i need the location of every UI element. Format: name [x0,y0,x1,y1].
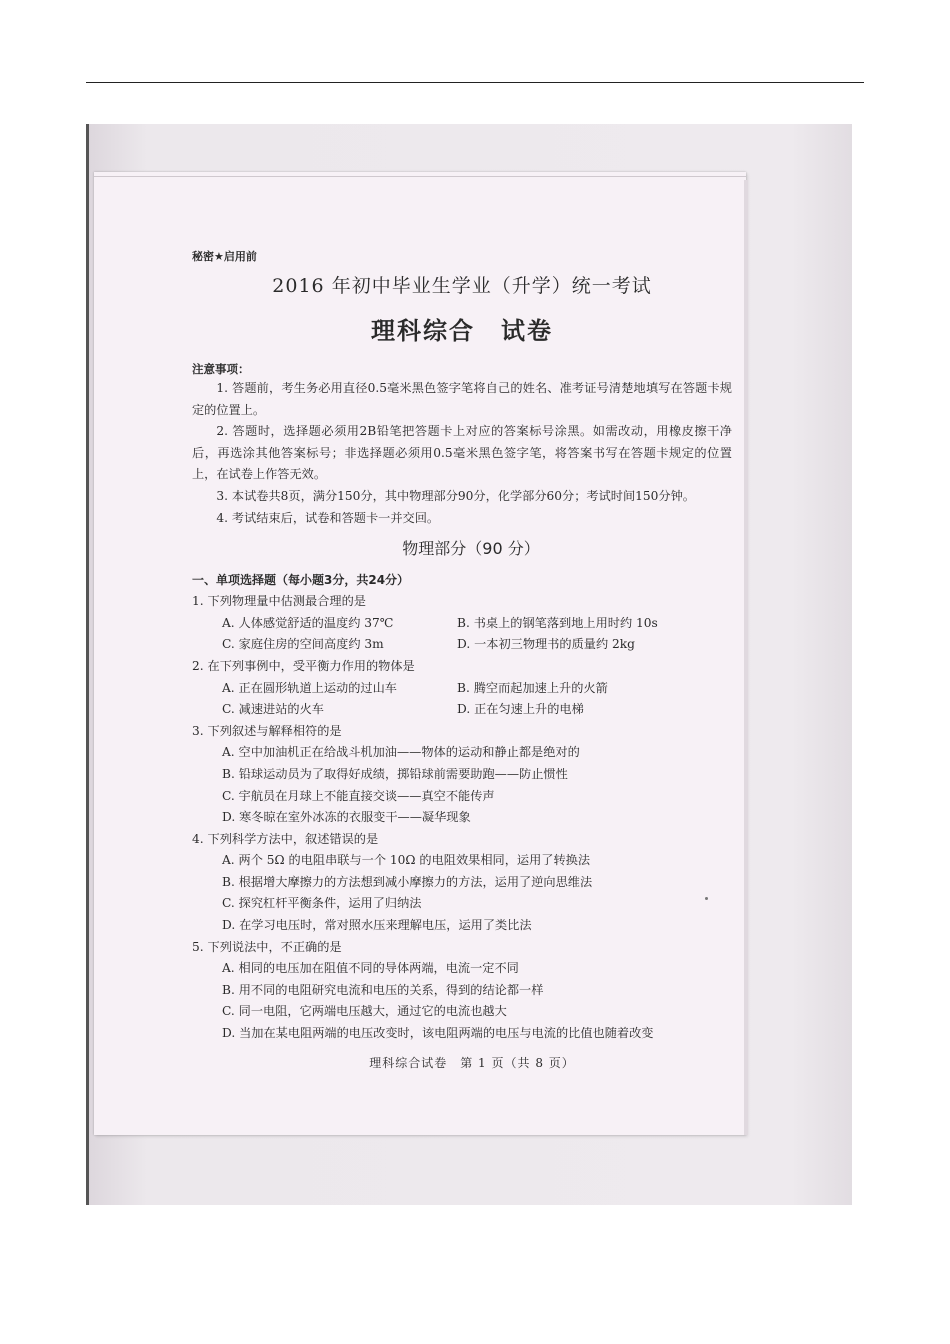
option-d: D. 寒冬晾在室外冰冻的衣服变干——凝华现象 [222,810,471,825]
option-c: C. 同一电阻，它两端电压越大，通过它的电流也越大 [222,1004,507,1019]
option-c: C. 宇航员在月球上不能直接交谈——真空不能传声 [222,788,495,803]
option-a: A. 相同的电压加在阻值不同的导体两端，电流一定不同 [222,961,519,976]
notice-item: 4. 考试结束后，试卷和答题卡一并交回。 [216,510,440,525]
document-body [192,248,732,1075]
option-d: D. 正在匀速上升的电梯 [457,702,584,717]
notice-item: 2. 答题时，选择题必须用2B铅笔把答题卡上对应的答案标号涂黑。如需改动，用橡皮擦干净后，再选涂其他答案标号；非选择题必须用0.5毫米黑色签字笔，将答案书写在答题卡规定的位置上，在试卷上作答无效。 [192,424,732,482]
exam-title: 2016 年初中毕业生学业（升学）统一考试 [272,275,652,297]
option-a: A. 人体感觉舒适的温度约 37℃ [222,615,394,630]
part-heading: 一、单项选择题（每小题3分，共24分） [192,573,410,588]
question-5 [192,937,732,1045]
page-footer: 理科综合试卷 第 1 页（共 8 页） [369,1055,575,1070]
option-a: A. 空中加油机正在给战斗机加油——物体的运动和静止都是绝对的 [222,745,580,760]
physics-section-title: 物理部分（90 分） [402,539,540,559]
option-a: A. 正在圆形轨道上运动的过山车 [222,680,397,695]
option-d: D. 在学习电压时，常对照水压来理解电压，运用了类比法 [222,918,532,933]
notice-list [192,378,732,529]
question-1 [192,591,732,656]
option-b: B. 铅球运动员为了取得好成绩，掷铅球前需要助跑——防止惯性 [222,766,568,781]
paper-fold [94,176,746,185]
notice-heading: 注意事项： [192,362,250,376]
option-b: B. 书桌上的钢笔落到地上用时约 10s [457,615,658,630]
option-c: C. 探究杠杆平衡条件，运用了归纳法 [222,896,422,911]
option-c: C. 家庭住房的空间高度约 3m [222,637,384,652]
question-stem: 1. 下列物理量中估测最合理的是 [192,594,366,609]
question-stem: 3. 下列叙述与解释相符的是 [192,723,342,738]
option-b: B. 根据增大摩擦力的方法想到减小摩擦力的方法，运用了逆向思维法 [222,874,593,889]
notice-item: 3. 本试卷共8页，满分150分，其中物理部分90分，化学部分60分；考试时间150分钟。 [216,488,695,503]
option-d: D. 一本初三物理书的质量约 2kg [457,637,635,652]
top-rule [86,82,864,83]
paper-edge [744,180,748,1135]
option-b: B. 用不同的电阻研究电流和电压的关系，得到的结论都一样 [222,982,544,997]
question-2 [192,656,732,721]
question-3 [192,721,732,829]
question-stem: 4. 下列科学方法中，叙述错误的是 [192,831,379,846]
secret-label: 秘密★启用前 [192,250,257,263]
question-stem: 5. 下列说法中，不正确的是 [192,939,342,954]
question-4 [192,829,732,937]
option-d: D. 当加在某电阻两端的电压改变时，该电阻两端的电压与电流的比值也随着改变 [222,1026,654,1041]
subject-title: 理科综合 试卷 [371,317,553,345]
option-a: A. 两个 5Ω 的电阻串联与一个 10Ω 的电阻效果相同，运用了转换法 [222,853,591,868]
option-c: C. 减速进站的火车 [222,702,324,717]
option-b: B. 腾空而起加速上升的火箭 [457,680,608,695]
scan-edge [86,124,89,1205]
notice-item: 1. 答题前，考生务必用直径0.5毫米黑色签字笔将自己的姓名、准考证号清楚地填写在答题卡规定的位置上。 [192,381,732,417]
question-stem: 2. 在下列事例中，受平衡力作用的物体是 [192,658,415,673]
